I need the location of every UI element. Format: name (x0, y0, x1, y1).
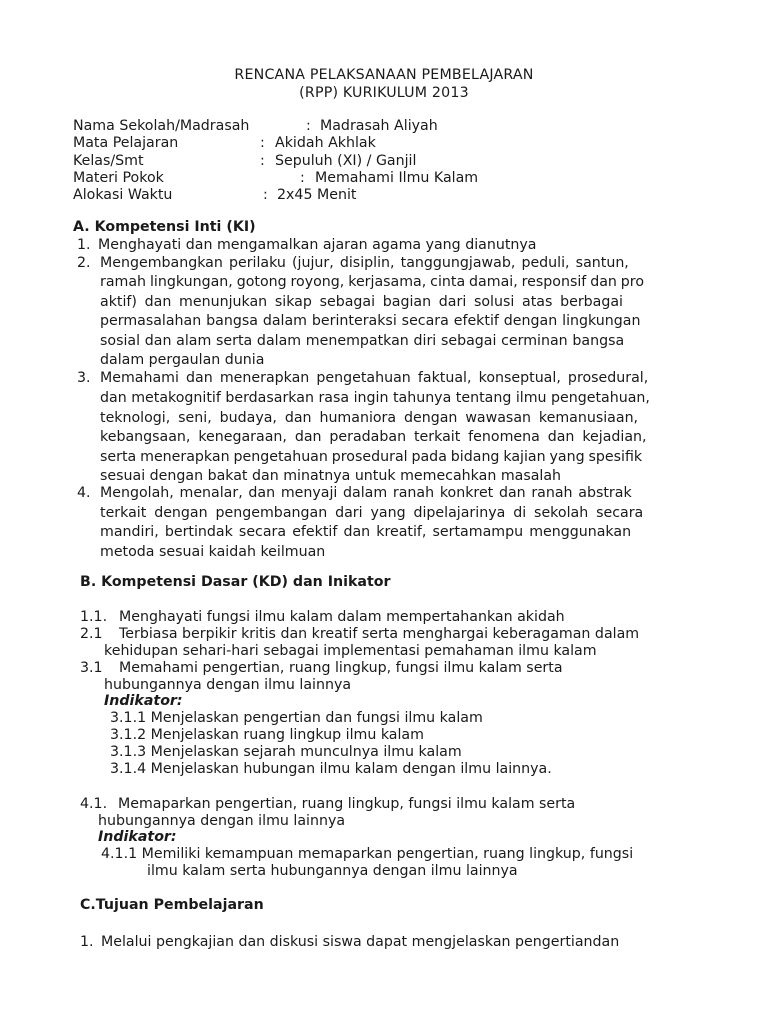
kd-text: Terbiasa berpikir kritis dan kreatif serta menghargai keberagaman dalam (119, 626, 640, 642)
kd-number: 1.1. (80, 609, 108, 625)
section-a-heading: A. Kompetensi Inti (KI) (73, 219, 256, 235)
kd-text: hubungannya dengan ilmu lainnya (98, 813, 346, 829)
list-item-text: terkait dengan pengembangan dari yang dipelajarinya di sekolah secara (100, 505, 644, 521)
indikator-item: 3.1.3 Menjelaskan sejarah munculnya ilmu kalam (110, 744, 462, 760)
list-item-text: serta menerapkan pengetahuan prosedural pada bidang kajian yang spesifik (100, 449, 643, 465)
list-item-text: dalam pergaulan dunia (100, 352, 265, 368)
section-b-heading: B. Kompetensi Dasar (KD) dan Inikator (80, 574, 391, 590)
list-number: 3. (77, 370, 91, 386)
list-item-text: ramah lingkungan, gotong royong, kerjasama, cinta damai, responsif dan pro (100, 274, 644, 290)
list-item-text: permasalahan bangsa dalam berinteraksi secara efektif dengan lingkungan (100, 313, 641, 329)
kd-text: Memahami pengertian, ruang lingkup, fungsi ilmu kalam serta (119, 660, 563, 676)
doc-title-line1: RENCANA PELAKSANAAN PEMBELAJARAN (234, 67, 534, 83)
kd-text: Menghayati fungsi ilmu kalam dalam mempertahankan akidah (119, 609, 565, 625)
kd-text: Memaparkan pengertian, ruang lingkup, fungsi ilmu kalam serta (118, 796, 576, 812)
indikator-item: 4.1.1 Memiliki kemampuan memaparkan pengertian, ruang lingkup, fungsi (101, 846, 634, 862)
list-item-text: kebangsaan, kenegaraan, dan peradaban terkait fenomena dan kejadian, (100, 429, 647, 445)
indikator-item: ilmu kalam serta hubungannya dengan ilmu lainnya (147, 863, 518, 879)
identity-sep: : (263, 187, 268, 203)
kd-number: 3.1 (80, 660, 103, 676)
kd-number: 4.1. (80, 796, 108, 812)
list-item-text: Memahami dan menerapkan pengetahuan faktual, konseptual, prosedural, (100, 370, 649, 386)
identity-sep: : (300, 170, 305, 186)
list-item-text: Melalui pengkajian dan diskusi siswa dapat mengjelaskan pengertiandan (101, 934, 620, 950)
list-item-text: sesuai dengan bakat dan minatnya untuk memecahkan masalah (100, 468, 562, 484)
identity-label: Nama Sekolah/Madrasah (73, 118, 250, 134)
indikator-item: 3.1.2 Menjelaskan ruang lingkup ilmu kalam (110, 727, 424, 743)
indikator-label: Indikator: (98, 829, 177, 845)
list-item-text: sosial dan alam serta dalam menempatkan diri sebagai cerminan bangsa (100, 333, 625, 349)
list-item-text: mandiri, bertindak secara efektif dan kreatif, sertamampu menggunakan (100, 524, 632, 540)
kd-text: hubungannya dengan ilmu lainnya (104, 677, 352, 693)
list-item-text: aktif) dan menunjukan sikap sebagai bagian dari solusi atas berbagai (100, 294, 623, 310)
list-number: 1. (77, 237, 91, 253)
indikator-item: 3.1.1 Menjelaskan pengertian dan fungsi ilmu kalam (110, 710, 483, 726)
list-item-text: teknologi, seni, budaya, dan humaniora dengan wawasan kemanusiaan, (100, 410, 639, 426)
identity-label: Kelas/Smt (73, 153, 144, 169)
identity-label: Materi Pokok (73, 170, 164, 186)
identity-label: Mata Pelajaran (73, 135, 179, 151)
indikator-item: 3.1.4 Menjelaskan hubungan ilmu kalam dengan ilmu lainnya. (110, 761, 552, 777)
identity-sep: : (260, 135, 265, 151)
list-item-text: metoda sesuai kaidah keilmuan (100, 544, 326, 560)
identity-value: Madrasah Aliyah (320, 118, 438, 134)
list-number: 4. (77, 485, 91, 501)
identity-value: Sepuluh (XI) / Ganjil (275, 153, 417, 169)
identity-sep: : (260, 153, 265, 169)
list-item-text: Menghayati dan mengamalkan ajaran agama yang dianutnya (98, 237, 537, 253)
list-item-text: Mengolah, menalar, dan menyaji dalam ranah konkret dan ranah abstrak (100, 485, 632, 501)
section-c-heading: C.Tujuan Pembelajaran (80, 897, 264, 913)
identity-value: 2x45 Menit (277, 187, 357, 203)
list-item-text: Mengembangkan perilaku (jujur, disiplin, tanggungjawab, peduli, santun, (100, 255, 629, 271)
kd-number: 2.1 (80, 626, 103, 642)
list-item-text: dan metakognitif berdasarkan rasa ingin tahunya tentang ilmu pengetahuan, (100, 390, 650, 406)
identity-label: Alokasi Waktu (73, 187, 173, 203)
identity-value: Akidah Akhlak (275, 135, 376, 151)
identity-sep: : (306, 118, 311, 134)
list-number: 1. (80, 934, 94, 950)
indikator-label: Indikator: (104, 693, 183, 709)
identity-value: Memahami Ilmu Kalam (315, 170, 479, 186)
list-number: 2. (77, 255, 91, 271)
kd-text: kehidupan sehari-hari sebagai implementasi pemahaman ilmu kalam (104, 643, 597, 659)
doc-title-line2: (RPP) KURIKULUM 2013 (299, 85, 469, 101)
